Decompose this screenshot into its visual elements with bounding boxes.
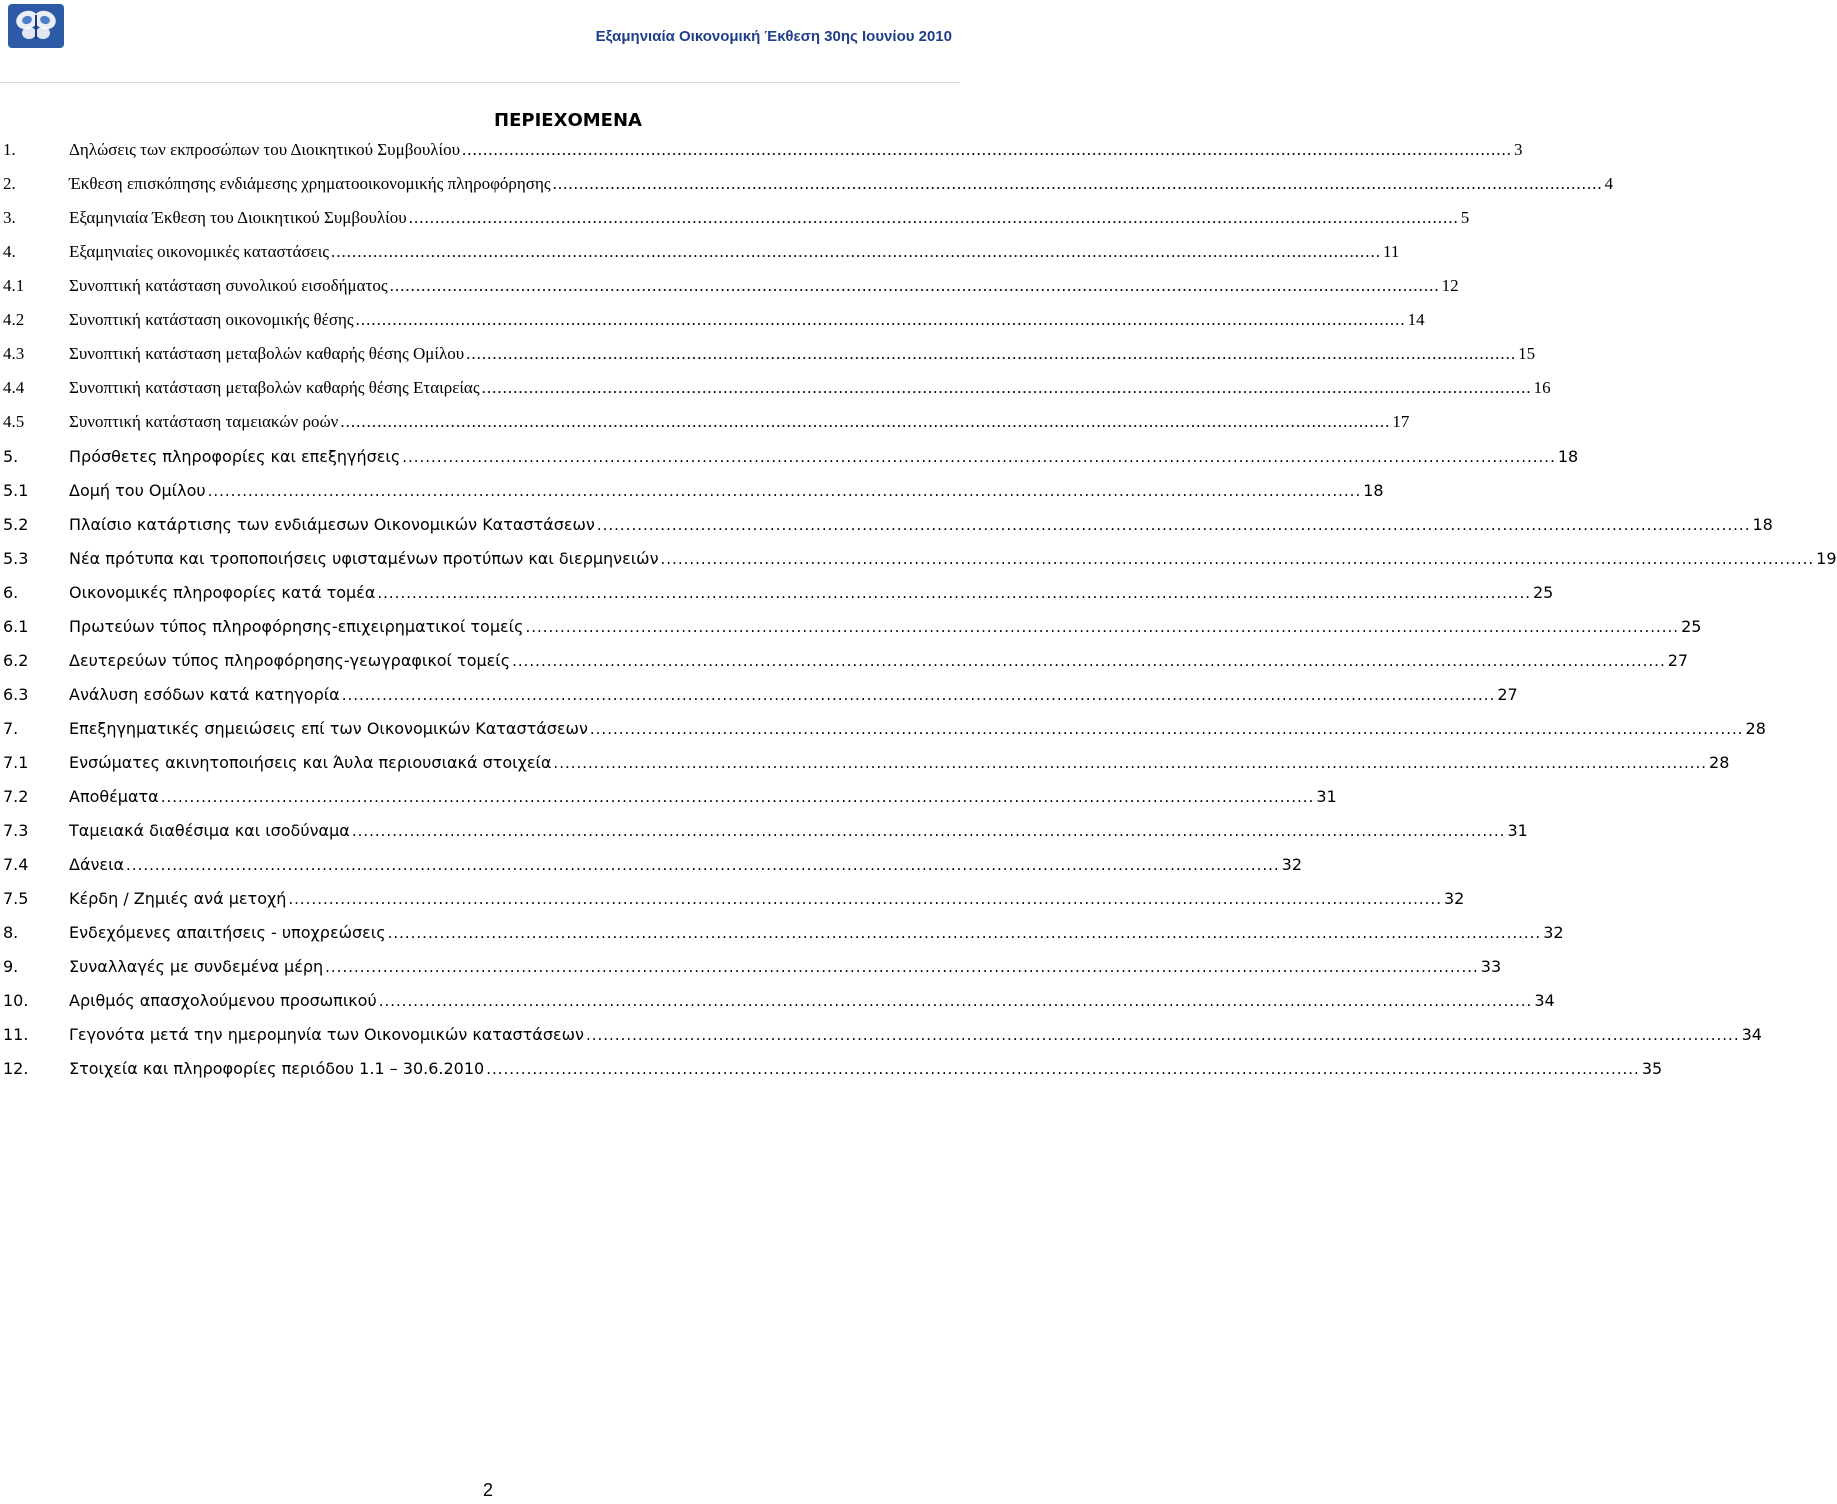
toc-entry-title: Οικονομικές πληροφορίες κατά τομέα: [69, 583, 376, 602]
toc-entry-title: Νέα πρότυπα και τροποποιήσεις υφισταμένων προτύπων και διερμηνειών: [69, 549, 659, 568]
toc-entry[interactable]: [3, 340, 1536, 364]
toc-entry[interactable]: [3, 680, 1518, 704]
toc-entry[interactable]: [3, 850, 1303, 874]
toc-leader-dots: ........................................................................................................................................................................................................: [486, 1060, 1640, 1078]
toc-entry-number: 4.3: [3, 344, 25, 363]
toc-leader-dots: ........................................................................................................................................................................................................: [481, 378, 1532, 397]
toc-entry-page: 28: [1709, 753, 1730, 772]
toc-leader-dots: ........................................................................................................................................................................................................: [377, 584, 1531, 602]
toc-entry[interactable]: [3, 306, 1425, 330]
toc-entry[interactable]: [3, 952, 1502, 976]
toc-entry[interactable]: [3, 578, 1554, 602]
toc-entry[interactable]: [3, 646, 1689, 670]
toc-entry-page: 19: [1816, 549, 1837, 568]
toc-entry-page: 15: [1518, 344, 1536, 363]
toc-leader-dots: ........................................................................................................................................................................................................: [288, 890, 1442, 908]
toc-leader-dots: ........................................................................................................................................................................................................: [325, 958, 1479, 976]
toc-leader-dots: ........................................................................................................................................................................................................: [462, 140, 1512, 159]
toc-entry-page: 17: [1392, 412, 1410, 431]
toc-entry[interactable]: [3, 918, 1564, 942]
toc-entry[interactable]: [3, 884, 1465, 908]
toc-entry-page: 5: [1460, 208, 1470, 227]
toc-entry-page: 34: [1534, 991, 1555, 1010]
toc-entry-title: Ανάλυση εσόδων κατά κατηγορία: [69, 685, 340, 704]
toc-entry-number: 6.3: [3, 685, 29, 704]
toc-entry-page: 32: [1281, 855, 1303, 874]
toc-entry[interactable]: [3, 612, 1702, 636]
toc-entry-page: 32: [1543, 923, 1564, 942]
toc-entry-page: 35: [1641, 1059, 1663, 1078]
toc-leader-dots: ........................................................................................................................................................................................................: [596, 516, 1751, 534]
toc-entry-page: 34: [1741, 1025, 1762, 1044]
toc-entry[interactable]: [3, 782, 1337, 806]
toc-leader-dots: ........................................................................................................................................................................................................: [341, 686, 1496, 704]
toc-entry-number: 6.1: [3, 617, 29, 636]
toc-leader-dots: ........................................................................................................................................................................................................: [351, 822, 1506, 840]
toc-entry-number: 4.5: [3, 412, 25, 431]
toc-entry[interactable]: [3, 374, 1551, 398]
toc-entry-page: 18: [1557, 447, 1579, 466]
toc-entry-title: Συνοπτική κατάσταση ταμειακών ροών: [69, 412, 339, 431]
toc-leader-dots: ........................................................................................................................................................................................................: [589, 720, 1744, 738]
toc-entry-page: 25: [1681, 617, 1702, 636]
toc-entry-page: 27: [1667, 651, 1689, 670]
toc-leader-dots: ........................................................................................................................................................................................................: [512, 652, 1666, 670]
toc-entry[interactable]: [3, 1020, 1762, 1044]
toc-entry-title: Εξαμηνιαία Έκθεση του Διοικητικού Συμβουλίου: [69, 208, 407, 227]
toc-entry-page: 31: [1316, 787, 1337, 806]
toc-entry-title: Δηλώσεις των εκπροσώπων του Διοικητικού Συμβουλίου: [69, 140, 460, 159]
toc-entry[interactable]: [3, 136, 1523, 160]
toc-entry[interactable]: [3, 408, 1410, 432]
toc-entry-number: 7.2: [3, 787, 29, 806]
butterfly-logo-icon: [8, 4, 64, 48]
toc-leader-dots: ........................................................................................................................................................................................................: [553, 754, 1708, 772]
toc-heading-text: ΠΕΡΙΕΧΟΜΕΝΑ: [494, 110, 642, 131]
toc-entry[interactable]: [3, 442, 1579, 466]
toc-leader-dots: ........................................................................................................................................................................................................: [585, 1026, 1740, 1044]
toc-heading: [0, 110, 960, 134]
toc-entry-page: 25: [1533, 583, 1554, 602]
toc-leader-dots: ........................................................................................................................................................................................................: [355, 310, 1406, 329]
toc-entry-page: 28: [1745, 719, 1766, 738]
toc-leader-dots: ........................................................................................................................................................................................................: [389, 276, 1440, 295]
toc-entry[interactable]: [3, 986, 1555, 1010]
toc-entry-number: 4.: [3, 242, 16, 261]
toc-entry[interactable]: [3, 476, 1384, 500]
toc-entry-number: 4.2: [3, 310, 25, 329]
toc-entry-number: 11.: [3, 1025, 29, 1044]
toc-entry-title: Συναλλαγές με συνδεμένα μέρη: [69, 957, 324, 976]
toc-entry-page: 3: [1514, 140, 1523, 159]
toc-entry-page: 16: [1533, 378, 1551, 397]
toc-entry-number: 7.4: [3, 855, 29, 874]
toc-entry-number: 6.2: [3, 651, 29, 670]
toc-leader-dots: ........................................................................................................................................................................................................: [378, 992, 1533, 1010]
toc-leader-dots: ........................................................................................................................................................................................................: [525, 618, 1680, 636]
toc-entry-number: 3.: [3, 208, 16, 227]
toc-entry-title: Έκθεση επισκόπησης ενδιάμεσης χρηματοοικονομικής πληροφόρησης: [69, 174, 551, 193]
toc-entry[interactable]: [3, 544, 1837, 568]
toc-entry-number: 7.1: [3, 753, 29, 772]
toc-entry-page: 18: [1363, 481, 1384, 500]
toc-entry-page: 12: [1441, 276, 1459, 295]
toc-leader-dots: ........................................................................................................................................................................................................: [660, 550, 1815, 568]
toc-entry-page: 31: [1507, 821, 1528, 840]
toc-entry-title: Ενσώματες ακινητοποιήσεις και Άυλα περιουσιακά στοιχεία: [69, 753, 552, 772]
document-header-title: Εξαμηνιαία Οικονομική Έκθεση 30ης Ιουνίου 2010: [595, 28, 952, 45]
toc-entry-title: Κέρδη / Ζημιές ανά μετοχή: [69, 889, 287, 908]
toc-entry-number: 1.: [3, 140, 16, 159]
toc-entry-title: Δάνεια: [69, 855, 125, 874]
toc-entry-number: 8.: [3, 923, 19, 942]
toc-leader-dots: ........................................................................................................................................................................................................: [402, 448, 1556, 466]
toc-entry-title: Στοιχεία και πληροφορίες περιόδου 1.1 – 30.6.2010: [69, 1059, 485, 1078]
toc-entry-number: 5.1: [3, 481, 29, 500]
page-header: [0, 0, 960, 83]
toc-leader-dots: ........................................................................................................................................................................................................: [340, 412, 1391, 431]
toc-entry-title: Συνοπτική κατάσταση μεταβολών καθαρής θέσης Ομίλου: [69, 344, 465, 363]
toc-entry-number: 7.3: [3, 821, 29, 840]
toc-entry-title: Επεξηγηματικές σημειώσεις επί των Οικονομικών Καταστάσεων: [69, 719, 588, 738]
toc-entry[interactable]: [3, 1054, 1663, 1078]
toc-entry-page: 18: [1752, 515, 1773, 534]
toc-entry-title: Δευτερεύων τύπος πληροφόρησης-γεωγραφικοί τομείς: [69, 651, 511, 670]
toc-entry-title: Συνοπτική κατάσταση μεταβολών καθαρής θέσης Εταιρείας: [69, 378, 480, 397]
toc-entry-page: 27: [1497, 685, 1518, 704]
toc-entry-page: 4: [1604, 174, 1614, 193]
toc-entry[interactable]: [3, 238, 1400, 262]
toc-entry[interactable]: [3, 170, 1614, 194]
toc-entry-number: 12.: [3, 1059, 29, 1078]
toc-entry-number: 7.: [3, 719, 19, 738]
toc-entry-title: Πρωτεύων τύπος πληροφόρησης-επιχειρηματικοί τομείς: [69, 617, 524, 636]
toc-entry-page: 32: [1443, 889, 1465, 908]
toc-entry-number: 10.: [3, 991, 29, 1010]
page-number: 2: [482, 1480, 493, 1500]
toc-entry-title: Δομή του Ομίλου: [69, 481, 206, 500]
toc-entry-page: 14: [1407, 310, 1425, 329]
toc-entry-number: 7.5: [3, 889, 29, 908]
toc-entry[interactable]: [3, 816, 1528, 840]
toc-entry-number: 4.4: [3, 378, 25, 397]
toc-entry-number: 6.: [3, 583, 19, 602]
toc-entry[interactable]: [3, 204, 1470, 228]
toc-leader-dots: ........................................................................................................................................................................................................: [126, 856, 1280, 874]
toc-leader-dots: ........................................................................................................................................................................................................: [387, 924, 1542, 942]
toc-entry-page: 11: [1383, 242, 1400, 261]
toc-entry-title: Ενδεχόμενες απαιτήσεις - υποχρεώσεις: [69, 923, 386, 942]
toc-entry-number: 5.2: [3, 515, 29, 534]
toc-entry-number: 4.1: [3, 276, 25, 295]
toc-leader-dots: ........................................................................................................................................................................................................: [408, 208, 1459, 227]
toc-entry-number: 5.3: [3, 549, 29, 568]
toc-entry-title: Πρόσθετες πληροφορίες και επεξηγήσεις: [69, 447, 401, 466]
toc-entry[interactable]: [3, 748, 1730, 772]
toc-entry-title: Συνοπτική κατάσταση συνολικού εισοδήματος: [69, 276, 388, 295]
toc-entry[interactable]: [3, 272, 1459, 296]
toc-entry-page: 33: [1480, 957, 1502, 976]
toc-entry-title: Αποθέματα: [69, 787, 159, 806]
toc-leader-dots: ........................................................................................................................................................................................................: [160, 788, 1315, 806]
toc-leader-dots: ........................................................................................................................................................................................................: [331, 242, 1382, 261]
toc-entry-title: Ταμειακά διαθέσιμα και ισοδύναμα: [69, 821, 350, 840]
toc-entry[interactable]: [3, 510, 1773, 534]
toc-entry-title: Εξαμηνιαίες οικονομικές καταστάσεις: [69, 242, 330, 261]
toc-entry-title: Γεγονότα μετά την ημερομηνία των Οικονομικών καταστάσεων: [69, 1025, 584, 1044]
toc-entry-title: Πλαίσιο κατάρτισης των ενδιάμεσων Οικονομικών Καταστάσεων: [69, 515, 595, 534]
toc-entry-number: 9.: [3, 957, 19, 976]
toc-entry-title: Αριθμός απασχολούμενου προσωπικού: [69, 991, 377, 1010]
toc-entry-number: 5.: [3, 447, 19, 466]
toc-entry[interactable]: [3, 714, 1766, 738]
toc-leader-dots: ........................................................................................................................................................................................................: [466, 344, 1517, 363]
toc-leader-dots: ........................................................................................................................................................................................................: [207, 482, 1362, 500]
toc-entry-number: 2.: [3, 174, 16, 193]
toc-leader-dots: ........................................................................................................................................................................................................: [552, 174, 1603, 193]
toc-entry-title: Συνοπτική κατάσταση οικονομικής θέσης: [69, 310, 354, 329]
